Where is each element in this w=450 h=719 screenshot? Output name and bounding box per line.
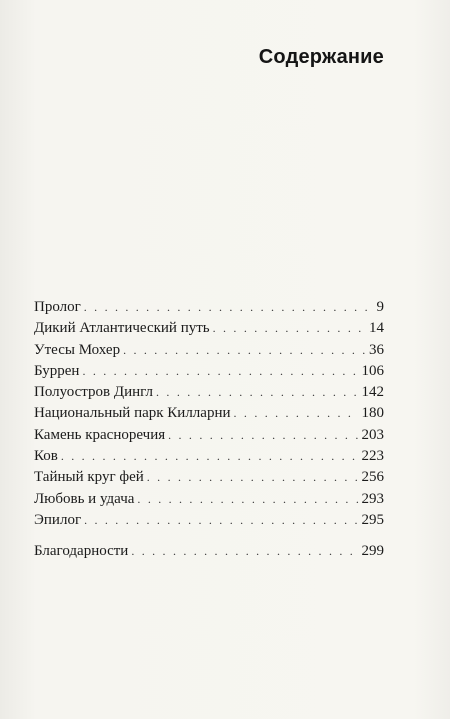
toc-entry-title: Пролог <box>34 299 81 315</box>
dot-leader <box>168 425 358 446</box>
toc-entry <box>34 382 384 403</box>
toc-entry <box>34 467 384 488</box>
toc-entry <box>34 318 384 339</box>
dot-leader <box>234 403 359 424</box>
toc-entry-title: Эпилог <box>34 511 82 528</box>
toc-entry-page: 203 <box>361 426 384 443</box>
toc-entry-title: Полуостров Дингл <box>34 384 154 401</box>
toc-entry <box>34 361 384 382</box>
toc-entry <box>34 489 384 510</box>
toc-entry-page: 223 <box>361 448 384 465</box>
toc-entry <box>34 446 384 467</box>
toc-entry-page: 142 <box>361 384 384 401</box>
toc-entry-title: Любовь и удача <box>34 490 135 507</box>
toc-entry <box>34 510 384 531</box>
dot-leader <box>131 541 358 562</box>
table-of-contents-appendix <box>34 541 384 562</box>
toc-entry-title: Камень красноречия <box>34 426 166 443</box>
dot-leader <box>156 382 358 403</box>
dot-leader <box>82 361 358 382</box>
dot-leader <box>123 340 366 361</box>
toc-entry-title: Ков <box>34 448 58 465</box>
toc-entry-page: 14 <box>369 320 384 337</box>
toc-entry <box>34 340 384 361</box>
toc-entry <box>34 541 384 562</box>
toc-entry-page: 36 <box>369 341 384 358</box>
dot-leader <box>147 467 359 488</box>
toc-entry-title: Благодарности <box>34 543 129 559</box>
toc-entry-page: 299 <box>361 543 384 559</box>
dot-leader <box>84 297 374 318</box>
page-title: Содержание <box>258 46 384 68</box>
toc-entry-title: Утесы Мохер <box>34 341 121 358</box>
dot-leader <box>84 510 358 531</box>
toc-entry <box>34 403 384 424</box>
toc-entry-title: Буррен <box>34 362 80 379</box>
toc-entry-page: 293 <box>361 490 384 507</box>
toc-entry-page: 256 <box>361 469 384 486</box>
table-of-contents <box>34 297 384 531</box>
toc-entry-page: 9 <box>376 299 384 315</box>
toc-entry-title: Дикий Атлантический путь <box>34 320 210 337</box>
toc-entry-title: Национальный парк Килларни <box>34 405 231 422</box>
toc-entry-page: 106 <box>361 362 384 379</box>
toc-entry-title: Тайный круг фей <box>34 469 144 486</box>
toc-entry <box>34 297 384 318</box>
toc-entry-page: 295 <box>361 511 384 528</box>
dot-leader <box>61 446 359 467</box>
dot-leader <box>137 489 358 510</box>
toc-entry <box>34 425 384 446</box>
toc-entry-page: 180 <box>361 405 384 422</box>
dot-leader <box>213 318 366 339</box>
